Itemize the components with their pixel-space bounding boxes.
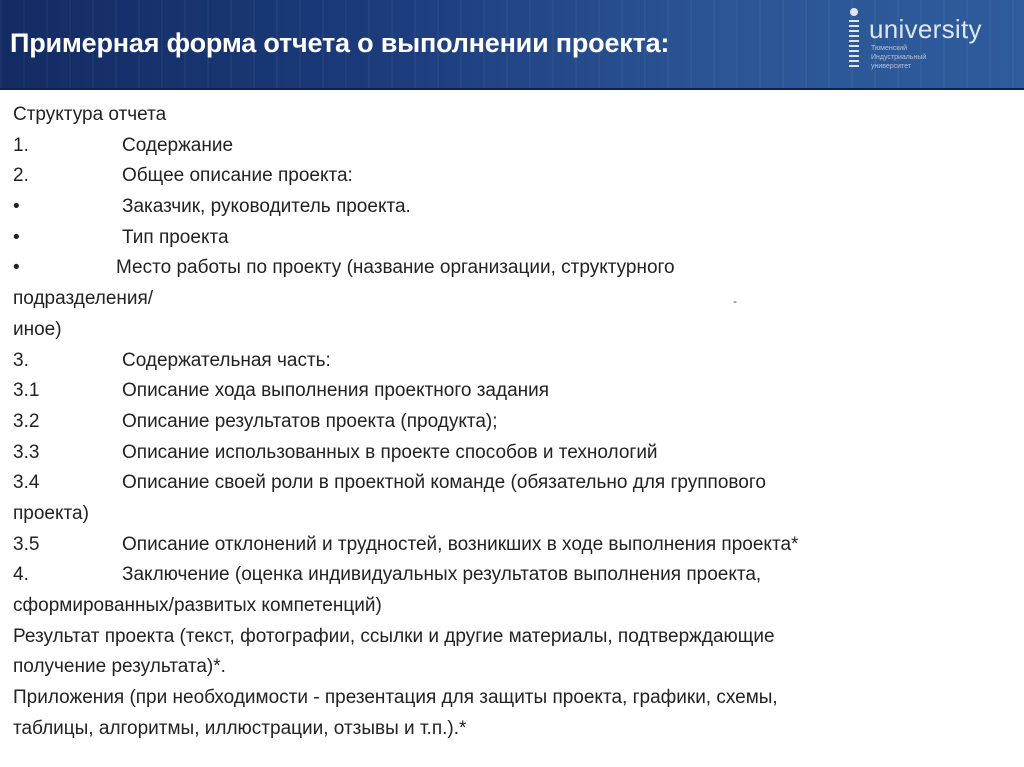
list-item	[13, 376, 1013, 407]
logo-wordmark: university	[869, 14, 982, 44]
dash-mark: -	[733, 294, 737, 309]
list-text: Описание использованных в проекте способов и технологий	[122, 441, 658, 463]
list-marker: 3.3	[13, 441, 40, 463]
list-continuation: иное)	[13, 318, 62, 340]
list-item	[13, 468, 1013, 499]
logo-sub-line: Индустриальный	[871, 54, 927, 61]
list-continuation: сформированных/развитых компетенций)	[13, 595, 382, 616]
list-text: Общее описание проекта:	[122, 165, 353, 187]
list-marker: 3.2	[13, 410, 40, 432]
list-item	[13, 192, 1013, 223]
appendix-paragraph: таблицы, алгоритмы, иллюстрации, отзывы и т.п.).*	[13, 717, 467, 739]
list-marker: 3.1	[13, 380, 40, 402]
list-item	[13, 161, 1013, 192]
list-item-workplace	[13, 253, 1013, 284]
list-marker: 3.4	[13, 472, 40, 494]
list-item	[13, 530, 1013, 561]
report-heading: Структура отчета	[13, 104, 167, 125]
university-logo-mark-icon	[845, 6, 863, 74]
result-paragraph: получение результата)*.	[13, 656, 226, 678]
university-logo	[845, 6, 1015, 74]
logo-subtitle	[871, 44, 926, 71]
list-text: подразделения/	[13, 288, 154, 310]
list-text: Тип проекта	[122, 226, 229, 248]
list-text: Содержательная часть:	[122, 349, 331, 371]
slide-header	[0, 0, 1024, 90]
list-text: Заключение (оценка индивидуальных результатов выполнения проекта,	[122, 564, 762, 586]
list-text: Содержание	[122, 134, 234, 156]
list-marker: •	[13, 226, 20, 248]
list-continuation	[13, 284, 1013, 315]
list-marker: 4.	[13, 564, 29, 586]
list-item	[13, 560, 1013, 591]
list-text: Место работы по проекту (название организации, структурного	[116, 257, 675, 279]
list-continuation: проекта)	[13, 502, 89, 524]
list-item	[13, 438, 1013, 469]
list-marker: •	[13, 196, 20, 218]
list-text: Описание хода выполнения проектного задания	[122, 380, 550, 402]
appendix-paragraph: Приложения (при необходимости - презентация для защиты проекта, графики, схемы,	[13, 687, 778, 709]
list-item	[13, 346, 1013, 377]
logo-sub-line: университет	[871, 63, 912, 70]
list-item	[13, 407, 1013, 438]
list-text: Описание своей роли в проектной команде (обязательно для группового	[122, 472, 766, 494]
list-marker: 1.	[13, 134, 29, 156]
report-structure	[13, 100, 1013, 744]
list-item	[13, 223, 1013, 254]
page-title: Примерная форма отчета о выполнении проекта:	[10, 28, 670, 58]
list-text: Заказчик, руководитель проекта.	[122, 196, 411, 218]
list-marker: •	[13, 257, 20, 279]
list-marker: 3.	[13, 349, 29, 371]
list-marker: 2.	[13, 165, 29, 187]
logo-sub-line: Тюменский	[871, 45, 908, 52]
list-text: Описание результатов проекта (продукта);	[122, 410, 498, 432]
list-text: Описание отклонений и трудностей, возникших в ходе выполнения проекта*	[122, 533, 799, 555]
list-marker: 3.5	[13, 533, 40, 555]
list-item	[13, 131, 1013, 162]
result-paragraph: Результат проекта (текст, фотографии, ссылки и другие материалы, подтверждающие	[13, 625, 775, 647]
